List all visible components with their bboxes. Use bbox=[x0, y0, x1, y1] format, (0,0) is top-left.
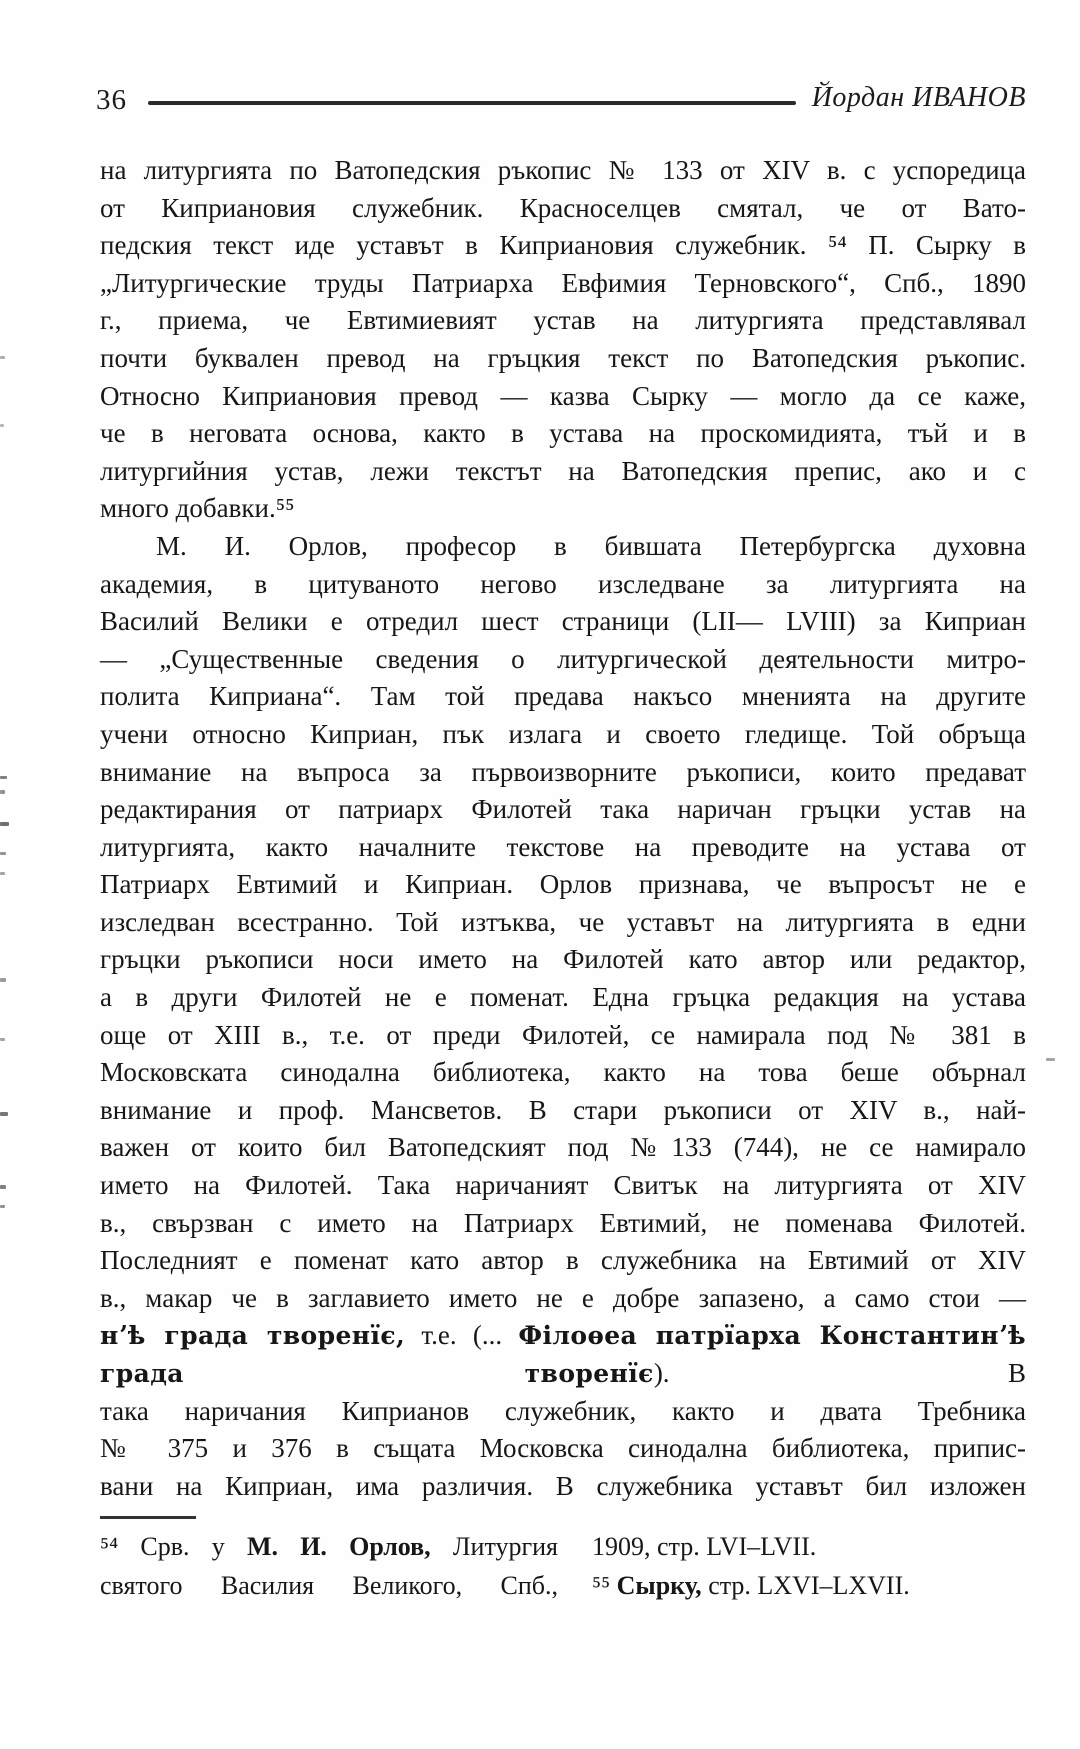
text-line: Относно Киприановия превод — казва Сырку — могло да се каже, bbox=[100, 380, 1026, 411]
text-line: — „Существенные сведения о литургической деятельности митро- bbox=[100, 643, 1026, 674]
scan-artifact bbox=[0, 822, 9, 826]
text-line: много добавки.⁵⁵ bbox=[100, 493, 295, 524]
header-rule bbox=[148, 101, 796, 105]
text-line: изследван всестранно. Той изтъква, че уставът на литургията в едни bbox=[100, 906, 1026, 937]
text-line: името на Филотей. Така наричаният Свитък на литургията от XIV bbox=[100, 1170, 1026, 1201]
text-line: от Киприановия служебник. Красноселцев смятал, че от Вато- bbox=[100, 192, 1026, 223]
scan-artifact bbox=[1046, 1058, 1055, 1061]
footnotes bbox=[100, 1528, 1026, 1605]
text-line: в., свързван с името на Патриарх Евтимий, не поменава Филотей. bbox=[100, 1207, 1026, 1238]
text-line: Последният е поменат като автор в служебника на Евтимий от XIV bbox=[100, 1245, 1026, 1276]
text-line: а в други Филотей не е поменат. Една гръцка редакция на устава bbox=[100, 982, 1026, 1013]
scan-artifact bbox=[0, 1112, 8, 1116]
text-line: нʼѣ града творенїє, т.е. (... Філоѳеа патрїарха Константинʼѣ града творенїє). В bbox=[100, 1320, 1027, 1388]
text-line: Василий Велики е отредил шест страници (LII— LVIII) за Киприан bbox=[100, 606, 1026, 637]
text-line: г., приема, че Евтимиевият устав на литургията представлявал bbox=[100, 305, 1026, 336]
footnote-text: 1909, стр. LVI–LVII. bbox=[592, 1532, 817, 1561]
text-line: литургията, както началните текстове на преводите на устава от bbox=[100, 831, 1026, 862]
text-line: „Литургические труды Патриарха Евфимия Терновского“, Спб., 1890 bbox=[100, 267, 1026, 298]
text-line: полита Киприана“. Там той предава накъсо мненията на другите bbox=[100, 681, 1026, 712]
text-line: така наричания Киприанов служебник, както и двата Требника bbox=[100, 1395, 1026, 1426]
page-number: 36 bbox=[96, 84, 127, 116]
footnote-separator bbox=[100, 1516, 196, 1519]
text-line: вани на Киприан, има различия. В служебника уставът бил изложен bbox=[100, 1470, 1026, 1501]
scan-artifact bbox=[0, 1205, 5, 1208]
scan-artifact bbox=[0, 978, 6, 982]
scan-artifact bbox=[0, 852, 6, 855]
page-header bbox=[96, 82, 1026, 126]
footnote-text: ⁵⁵ Сырку, стр. LXVI–LXVII. bbox=[592, 1570, 910, 1600]
text-line: внимание и проф. Мансветов. В стари ръкописи от XIV в., най- bbox=[100, 1094, 1026, 1125]
text-line: № 375 и 376 в същата Московска синодална библиотека, припис- bbox=[100, 1433, 1026, 1464]
text-line: Патриарх Евтимий и Киприан. Орлов признава, че въпросът не е bbox=[100, 869, 1026, 900]
text-line: важен от които бил Ватопедският под №133 (744), не се намирало bbox=[100, 1132, 1026, 1163]
text-line: М. И. Орлов, професор в бившата Петербургска духовна bbox=[156, 530, 1026, 561]
text-line: на литургията по Ватопедския ръкопис № 133 от XIV в. с успоредица bbox=[100, 155, 1026, 185]
text-line: още от XIII в., т.е. от преди Филотей, се намирала под № 381 в bbox=[100, 1019, 1026, 1050]
footnote-text: ⁵⁴ Срв. у М. И. Орлов, Литургия bbox=[100, 1532, 559, 1561]
text-line: в., макар че в заглавието името не е добре запазено, а само стои — bbox=[100, 1282, 1026, 1313]
text-line: гръцки ръкописи носи името на Филотей като автор или редактор, bbox=[100, 944, 1026, 975]
text-line: внимание на въпроса за първоизворните ръкописи, които предават bbox=[100, 756, 1026, 787]
text-line: редактирания от патриарх Филотей така наричан гръцки устав на bbox=[100, 794, 1026, 825]
text-line: че в неговата основа, както в устава на проскомидията, тъй и в bbox=[100, 418, 1026, 449]
running-head-author: Йордан ИВАНОВ bbox=[811, 82, 1026, 113]
scan-artifact bbox=[0, 872, 5, 875]
text-line: академия, в цитуваното негово изследване за литургията на bbox=[100, 568, 1026, 599]
text-line: педския текст иде уставът в Киприановия служебник. ⁵⁴ П. Сырку в bbox=[100, 230, 1026, 261]
scan-artifact bbox=[0, 424, 4, 427]
text-line: почти буквален превод на гръцкия текст по Ватопедския ръкопис. bbox=[100, 342, 1026, 373]
text-line: литургийния устав, лежи текстът на Ватопедския препис, ако и с bbox=[100, 455, 1026, 486]
scan-artifact bbox=[0, 356, 5, 359]
scan-artifact bbox=[0, 1185, 6, 1189]
text-line: учени относно Киприан, пък излага и своето гледище. Той обръща bbox=[100, 718, 1026, 749]
scan-artifact bbox=[0, 776, 7, 779]
scan-artifact bbox=[0, 790, 5, 794]
footnote-text: святого Василия Великого, Спб., bbox=[100, 1570, 558, 1600]
body-text bbox=[100, 152, 1026, 1505]
scan-artifact bbox=[0, 1038, 5, 1041]
text-line: Московската синодална библиотека, както на това беше обърнал bbox=[100, 1057, 1026, 1088]
